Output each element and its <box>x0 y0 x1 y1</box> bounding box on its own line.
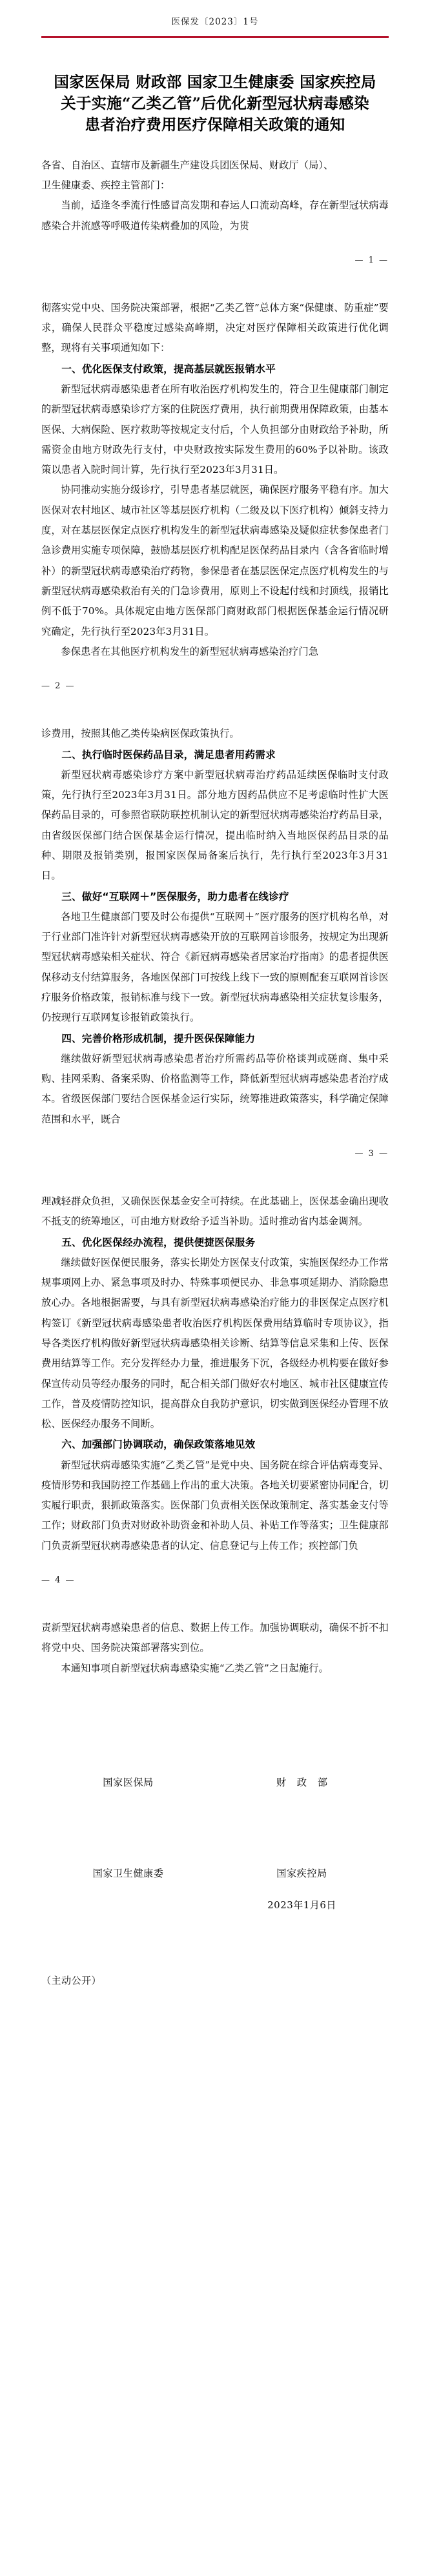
signing-agency-1: 国家医保局 <box>103 1777 154 1789</box>
section-4-paragraph-1-part-1: 继续做好新型冠状病毒感染患者治疗所需药品等价格谈判或磋商、集中采购、挂网采购、备案采购、价格监测等工作，降低新型冠状病毒感染患者治疗成本。省级医保部门要结合医保基金运行实际，统筹推进政策落实，科学确定保障范围和水平，既合 <box>41 1052 389 1125</box>
signature-row-1 <box>41 1775 389 1789</box>
section-2-paragraph-1: 新型冠状病毒感染诊疗方案中新型冠状病毒治疗药品延续医保临时支付政策，先行执行至2023年3月31日。部分地方因药品供应不足考虑临时性扩大医保药品目录的，可参照省联防联控机制认定的新型冠状病毒感染治疗药品目录，由省级医保部门结合医保基金运行情况，提出临时纳入当地医保药品目录的品种、期限及报销类别，报国家医保局备案后执行，先行执行至2023年3月31日。 <box>41 768 389 882</box>
signature-date: 2023年1月6日 <box>267 1899 336 1912</box>
addressee-line-2: 卫生健康委、疾控主管部门： <box>41 179 170 191</box>
section-1-paragraph-3-part-2: 诊费用，按照其他乙类传染病医保政策执行。 <box>41 728 240 740</box>
page-break-3 <box>41 1130 389 1192</box>
document-number: 医保发〔2023〕1号 <box>171 17 259 27</box>
section-heading-1: 一、优化医保支付政策，提高基层就医报销水平 <box>61 363 276 375</box>
section-3-paragraph-1: 各地卫生健康部门要及时公布提供“互联网＋”医疗服务的医疗机构名单，对于行业部门准许针对新型冠状病毒感染开放的互联网首诊服务，按规定为出现新型冠状病毒感染相关症状、符合《新冠病毒感染者居家治疗指南》的患者提供医保移动支付结算服务，各地医保部门可按线上线下一致的原则配套互联网首诊医疗服务价格政策，报销标准与线下一致。新型冠状病毒感染相关症状复诊服务，仍按现行互联网复诊报销政策执行。 <box>41 910 389 1024</box>
opening-paragraph-part-1: 当前，适逢冬季流行性感冒高发期和春运人口流动高峰，存在新型冠状病毒感染合并流感等呼吸道传染病叠加的风险，为贯 <box>41 199 389 232</box>
section-5-paragraph-1: 继续做好医保便民服务，落实长期处方医保支付政策，实施医保经办工作常规事项网上办、紧急事项及时办、特殊事项便民办、非急事项延期办、消除隐患放心办。各地根据需要，与具有新型冠状病毒感染治疗能力的非医保定点医疗机构签订《新型冠状病毒感染患者收治医疗机构医保费用结算临时专项协议》，指导各类医疗机构做好新型冠状病毒感染相关诊断、结算等信息采集和上传、医保费用结算等工作。充分发挥经办力量，推进服务下沉，各级经办机构要在做好参保宣传动员等经办服务的同时，配合相关部门做好农村地区、城市社区健康宣传工作，普及疫情防控知识，提高群众自我防护意识，切实做到医保经办管理不放松、医保经办服务不间断。 <box>41 1256 389 1430</box>
section-heading-6: 六、加强部门协调联动，确保政策落地见效 <box>61 1439 256 1451</box>
section-1-paragraph-1: 新型冠状病毒感染患者在所有收治医疗机构发生的，符合卫生健康部门制定的新型冠状病毒感染诊疗方案的住院医疗费用，执行前期费用保障政策，由基本医保、大病保险、医疗救助等按规定支付后，个人负担部分由财政给予补助，所需资金由地方财政先行支付，中央财政按实际发生费用的60%予以补助。该政策以患者入院时间计算，先行执行至2023年3月31日。 <box>41 383 389 476</box>
opening-paragraph-part-2: 彻落实党中央、国务院决策部署，根据“乙类乙管”总体方案“保健康、防重症”要求，确保人民群众平稳度过感染高峰期，决定对医疗保障相关政策进行优化调整，现将有关事项通知如下： <box>41 301 389 354</box>
section-heading-3: 三、做好“互联网＋”医保服务，助力患者在线诊疗 <box>61 890 289 903</box>
signature-row-2 <box>41 1866 389 1880</box>
section-1-paragraph-3-part-1: 参保患者在其他医疗机构发生的新型冠状病毒感染治疗门急 <box>61 645 319 657</box>
page-break-2 <box>41 662 389 724</box>
addressee-line-1: 各省、自治区、直辖市及新疆生产建设兵团医保局、财政厅（局）、 <box>41 159 334 171</box>
title-line-1: 国家医保局 财政部 国家卫生健康委 国家疾控局 <box>54 72 376 91</box>
section-6-paragraph-2: 本通知事项自新型冠状病毒感染实施“乙类乙管”之日起施行。 <box>61 1662 329 1674</box>
signing-agency-2: 财 政 部 <box>276 1777 332 1789</box>
section-heading-2: 二、执行临时医保药品目录，满足患者用药需求 <box>61 748 276 761</box>
section-4-paragraph-1-part-2: 理减轻群众负担，又确保医保基金安全可持续。在此基础上，医保基金确出现收不抵支的统筹地区，可由地方财政给予适当补助。适时推动省内基金调剂。 <box>41 1195 389 1228</box>
section-6-paragraph-1-part-1: 新型冠状病毒感染实施“乙类乙管”是党中央、国务院在综合评估病毒变异、疫情形势和我国防控工作基础上作出的重大决策。各地关切要紧密协同配合，切实履行职责，狠抓政策落实。医保部门负责相关医保政策制定、落实基金支付等工作；财政部门负责对财政补助资金和补助人员、补贴工作等落实；卫生健康部门负责新型冠状病毒感染患者的认定、信息登记与上传工作；疾控部门负 <box>41 1459 389 1552</box>
folio-page-1: — 1 — <box>354 255 389 265</box>
section-1-paragraph-2: 协同推动实施分级诊疗，引导患者基层就医，确保医疗服务平稳有序。加大医保对农村地区、城市社区等基层医疗机构（二级及以下医疗机构）倾斜支持力度，对在基层医保定点医疗机构发生的新型冠状病毒感染及疑似症状参保患者门急诊费用实施专项保障，鼓励基层医疗机构配足医保药品目录内（含各省临时增补）的新型冠状病毒感染治疗药物，参保患者在基层医保定点医疗机构发生的与新型冠状病毒感染救治有关的门急诊费用，原则上不设起付线和封顶线，报销比例不低于70%。具体规定由地方医保部门商财政部门根据医保基金运行情况研究确定，先行执行至2023年3月31日。 <box>41 484 389 637</box>
page-title <box>15 72 415 136</box>
disclosure-note: （主动公开） <box>41 1975 102 1987</box>
section-heading-4: 四、完善价格形成机制，提升医保保障能力 <box>61 1032 256 1044</box>
title-line-3: 患者治疗费用医疗保障相关政策的通知 <box>85 115 345 134</box>
page-break-4 <box>41 1556 389 1618</box>
title-line-2: 关于实施“乙类乙管”后优化新型冠状病毒感染 <box>61 94 369 112</box>
red-divider-rule <box>41 36 389 38</box>
signature-block <box>41 1679 389 2004</box>
page-break-1 <box>41 236 389 298</box>
section-6-paragraph-1-part-2: 责新型冠状病毒感染患者的信息、数据上传工作。加强协调联动，确保不折不扣将党中央、国务院决策部署落实到位。 <box>41 1622 389 1654</box>
folio-page-4: — 4 — <box>41 1575 76 1586</box>
signing-agency-3: 国家卫生健康委 <box>92 1868 164 1880</box>
signature-spacer-middle <box>41 1789 389 1866</box>
folio-page-2: — 2 — <box>41 681 76 692</box>
signing-agency-4: 国家疾控局 <box>276 1868 327 1880</box>
document-body <box>41 136 389 1679</box>
section-heading-5: 五、优化医保经办流程，提供便捷医保服务 <box>61 1236 256 1248</box>
signature-spacer-top <box>41 1679 389 1775</box>
folio-page-3: — 3 — <box>354 1148 389 1159</box>
